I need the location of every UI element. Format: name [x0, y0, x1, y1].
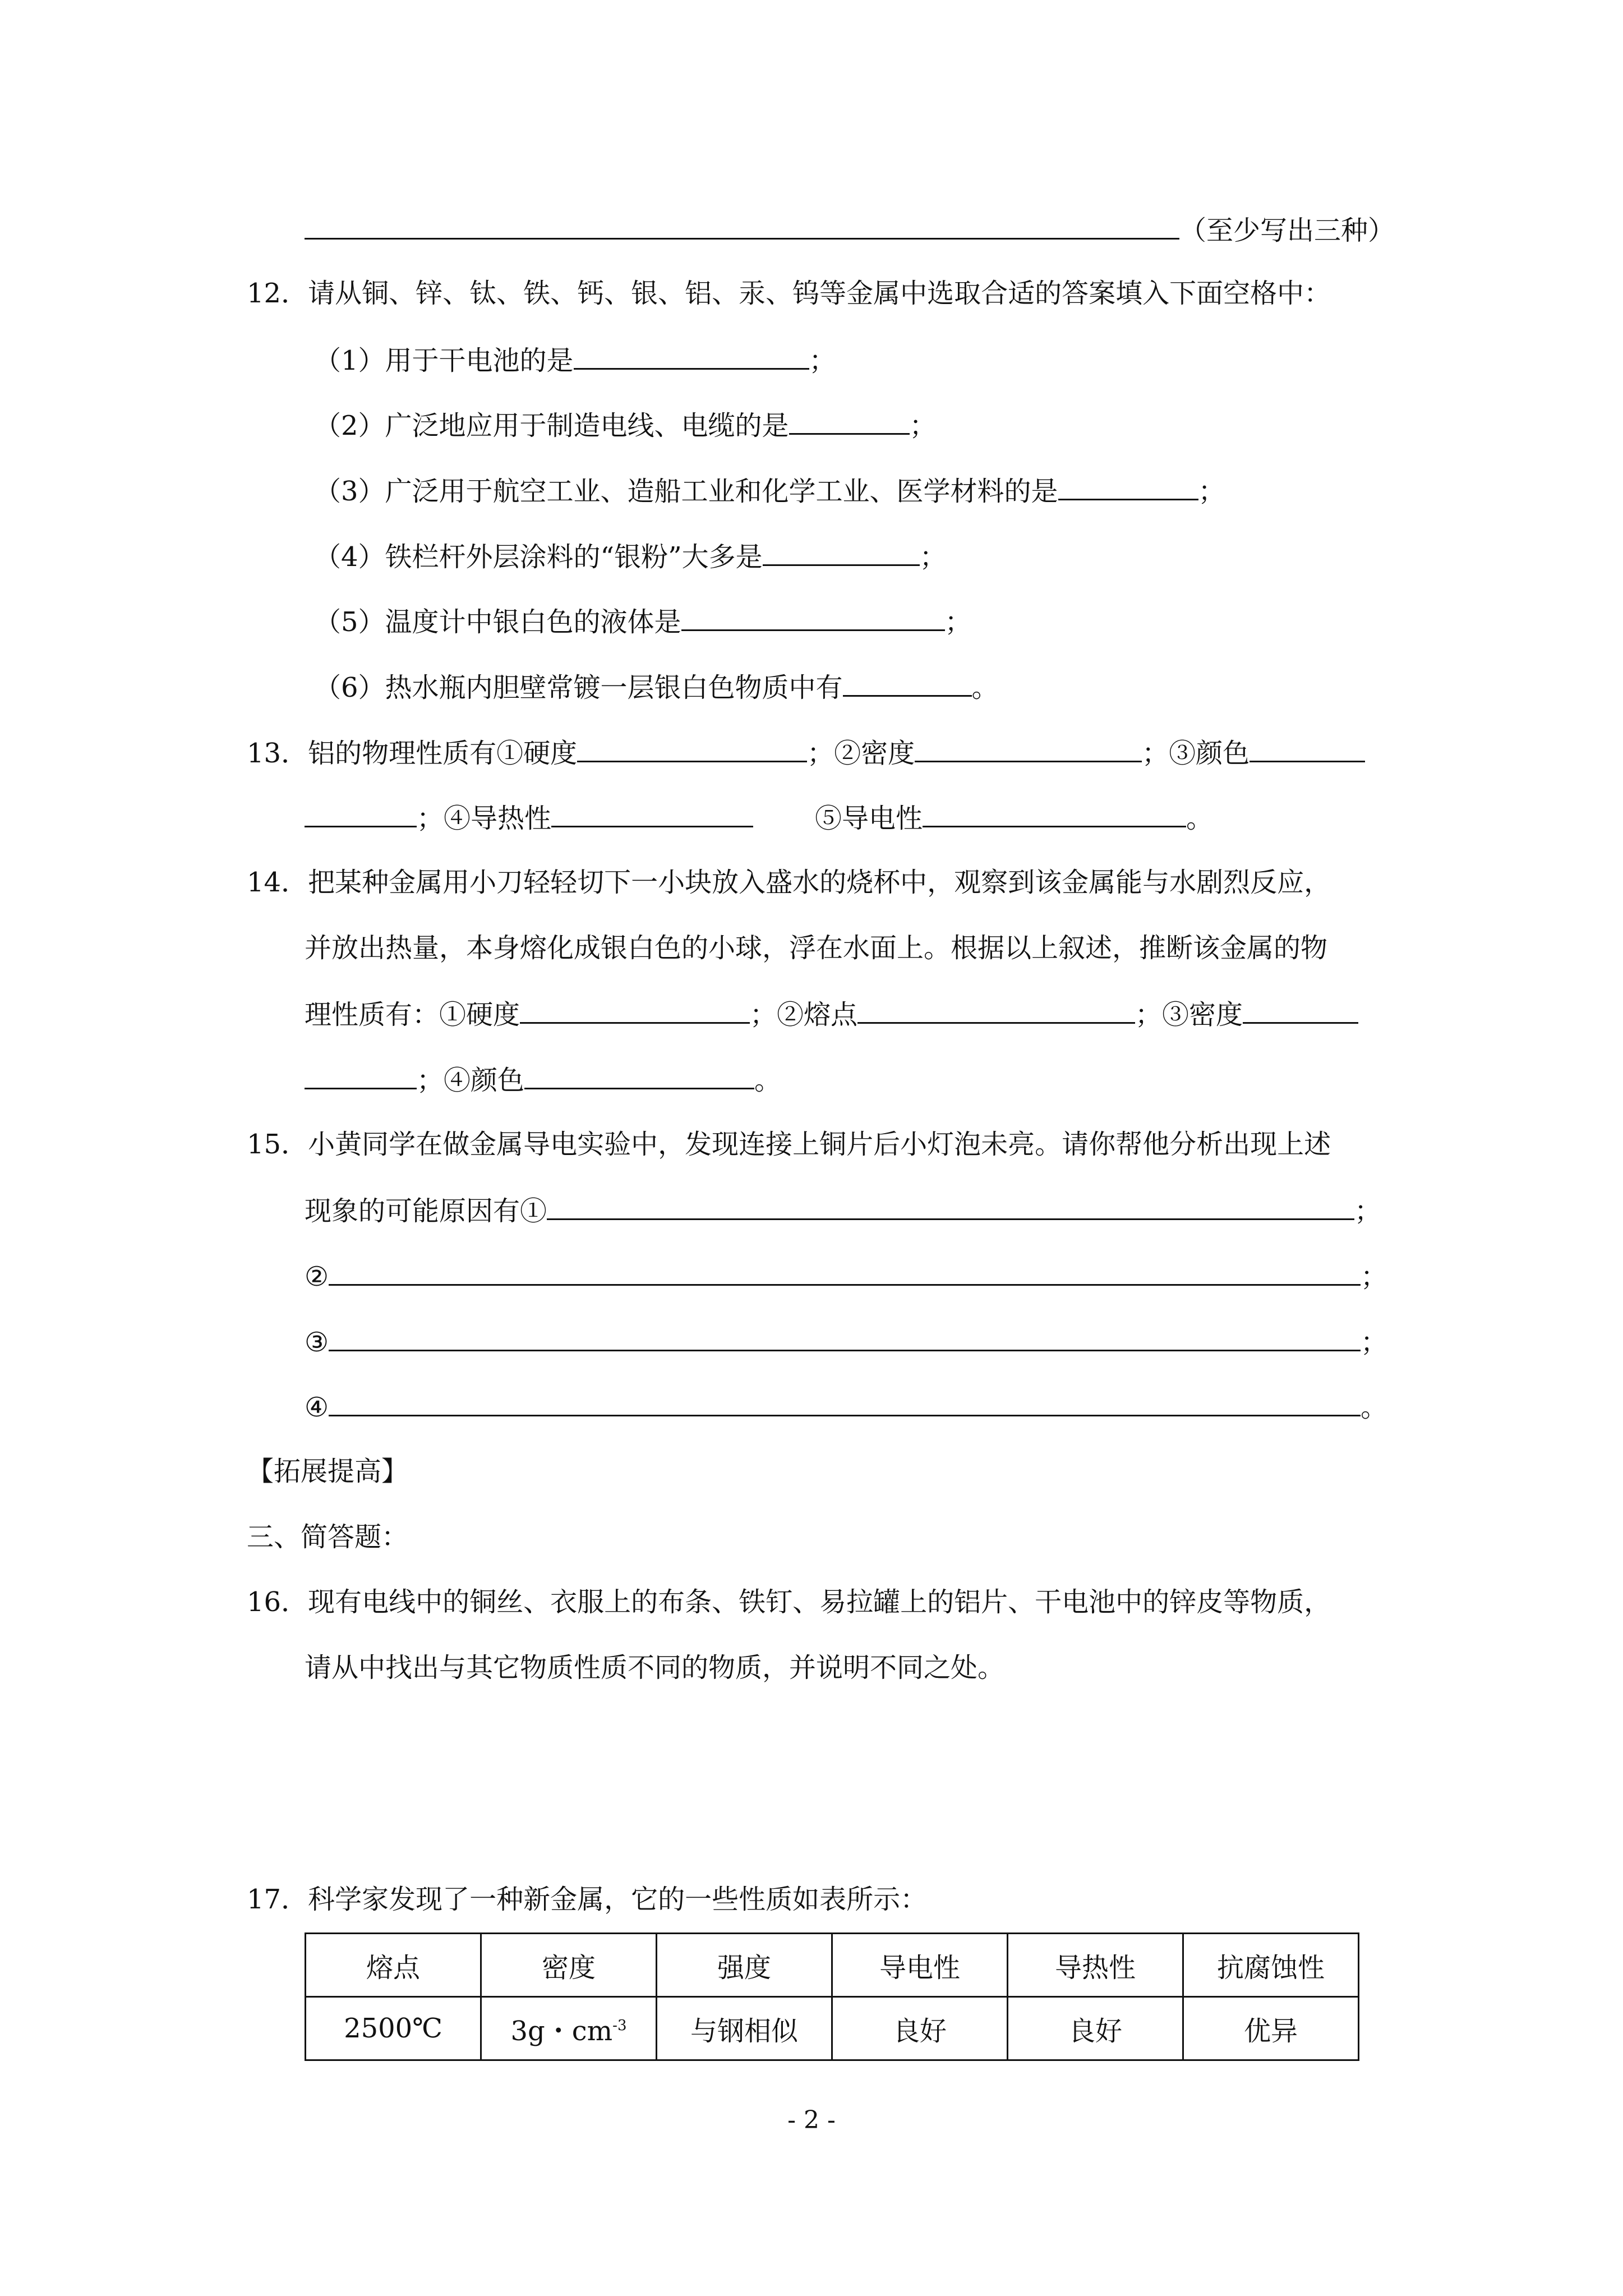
answer-blank[interactable]	[1058, 474, 1198, 500]
table-header-cell: 密度	[481, 1934, 657, 1997]
item-label: （4）铁栏杆外层涂料的“银粉”大多是	[314, 541, 763, 573]
q12-item-3	[314, 474, 1225, 507]
q14-line-2: 并放出热量，本身熔化成银白色的小球，浮在水面上。根据以上叙述，推断该金属的物	[305, 932, 1328, 964]
answer-blank[interactable]	[305, 1063, 417, 1089]
item-label: （1）用于干电池的是	[314, 345, 574, 376]
q14-text: ；④颜色	[417, 1065, 525, 1096]
answer-blank[interactable]	[857, 997, 1135, 1024]
table-cell: 与钢相似	[657, 1997, 832, 2060]
q15-line-4	[305, 1325, 1387, 1358]
q15-line-1: 15．小黄同学在做金属导电实验中，发现连接上铜片后小灯泡未亮。请你帮他分析出现上述	[247, 1129, 1331, 1160]
q16-line-1: 16．现有电线中的铜丝、衣服上的布条、铁钉、易拉罐上的铝片、干电池中的锌皮等物质，	[247, 1586, 1331, 1618]
density-value: 3g・cm	[510, 2015, 613, 2047]
q15-semi: ；	[1354, 1195, 1382, 1227]
answer-blank[interactable]	[763, 540, 920, 566]
q15-text: 现象的可能原因有①	[305, 1195, 547, 1227]
answer-blank[interactable]	[329, 1390, 1361, 1416]
item-label: （6）热水瓶内胆壁常镀一层银白色物质中有	[314, 672, 843, 703]
item-end: ；	[809, 345, 836, 376]
q11-tail-text: （至少写出三种）	[1179, 215, 1395, 246]
answer-blank[interactable]	[520, 997, 750, 1024]
q13-end: 。	[1186, 803, 1214, 834]
table-header-cell: 抗腐蚀性	[1183, 1934, 1359, 1997]
q14-end: 。	[754, 1065, 782, 1096]
table-cell: 2500℃	[306, 1997, 481, 2060]
answer-blank[interactable]	[789, 408, 910, 435]
q13-text: 13．铝的物理性质有①硬度	[247, 738, 578, 769]
answer-blank[interactable]	[681, 605, 945, 631]
table-header-cell: 强度	[657, 1934, 832, 1997]
q15-line-5	[305, 1390, 1387, 1423]
item-end: ；	[919, 541, 947, 573]
answer-blank[interactable]	[329, 1259, 1361, 1286]
section-extend-heading: 【拓展提高】	[247, 1456, 409, 1487]
q15-marker: ③	[305, 1327, 329, 1358]
q15-line-2	[305, 1194, 1381, 1227]
answer-blank[interactable]	[843, 670, 972, 697]
q14-text: ；②熔点	[750, 999, 858, 1030]
section-three-heading: 三、简答题：	[247, 1521, 409, 1553]
item-end: ；	[944, 606, 972, 638]
q17-stem: 17．科学家发现了一种新金属，它的一些性质如表所示：	[247, 1884, 928, 1915]
table-header-row	[306, 1934, 1359, 1997]
answer-blank[interactable]	[915, 736, 1142, 762]
answer-blank[interactable]	[547, 1194, 1354, 1220]
item-end: ；	[909, 410, 937, 441]
q14-line-3	[305, 997, 1358, 1030]
metal-properties-table	[305, 1932, 1359, 2061]
page-number: - 2 -	[787, 2106, 836, 2134]
answer-blank[interactable]	[1243, 997, 1358, 1024]
table-cell: 优异	[1183, 1997, 1359, 2060]
q16-line-2: 请从中找出与其它物质性质不同的物质，并说明不同之处。	[305, 1652, 1005, 1683]
q15-line-3	[305, 1259, 1387, 1292]
q15-semi: ；	[1361, 1261, 1388, 1292]
q13-text: ；④导热性	[417, 803, 552, 834]
density-exponent: -3	[612, 2017, 627, 2034]
answer-blank[interactable]	[923, 801, 1186, 827]
table-header-cell: 导电性	[832, 1934, 1008, 1997]
table-cell-density	[481, 1997, 657, 2060]
q14-text: 理性质有：①硬度	[305, 999, 520, 1030]
answer-blank[interactable]	[551, 801, 753, 827]
q13-text: ；③颜色	[1142, 738, 1250, 769]
q14-line-1: 14．把某种金属用小刀轻轻切下一小块放入盛水的烧杯中，观察到该金属能与水剧烈反应，	[247, 867, 1331, 898]
answer-blank[interactable]	[524, 1063, 754, 1089]
answer-blank[interactable]	[305, 213, 1179, 240]
answer-blank[interactable]	[577, 736, 807, 762]
q14-line-4	[305, 1063, 781, 1096]
q12-item-4	[314, 540, 947, 573]
q12-item-5	[314, 605, 972, 638]
q15-end: 。	[1361, 1392, 1388, 1423]
q13-text: ⑤导电性	[815, 803, 923, 834]
q13-text: ；②密度	[807, 738, 915, 769]
item-label: （5）温度计中银白色的液体是	[314, 606, 681, 638]
answer-blank[interactable]	[1249, 736, 1365, 762]
answer-blank[interactable]	[574, 343, 809, 370]
item-end: 。	[971, 672, 999, 703]
table-row	[306, 1997, 1359, 2060]
q11-answer-line	[305, 213, 1395, 246]
table-cell: 良好	[832, 1997, 1008, 2060]
table-cell: 良好	[1008, 1997, 1183, 2060]
item-end: ；	[1198, 476, 1225, 507]
item-label: （3）广泛用于航空工业、造船工业和化学工业、医学材料的是	[314, 476, 1058, 507]
q15-marker: ④	[305, 1392, 329, 1423]
q12-item-2	[314, 408, 937, 441]
q13-line-2	[305, 801, 1213, 834]
answer-blank[interactable]	[305, 801, 417, 827]
item-label: （2）广泛地应用于制造电线、电缆的是	[314, 410, 789, 441]
q14-text: ；③密度	[1135, 999, 1243, 1030]
table-header-cell: 熔点	[306, 1934, 481, 1997]
table-header-cell: 导热性	[1008, 1934, 1183, 1997]
q12-item-6	[314, 670, 999, 703]
q12-item-1	[314, 343, 836, 376]
answer-blank[interactable]	[329, 1325, 1361, 1351]
q15-marker: ②	[305, 1261, 329, 1292]
q13-line-1	[247, 736, 1365, 769]
q15-semi: ；	[1361, 1327, 1388, 1358]
q12-stem: 12．请从铜、锌、钛、铁、钙、银、铝、汞、钨等金属中选取合适的答案填入下面空格中：	[247, 278, 1331, 309]
